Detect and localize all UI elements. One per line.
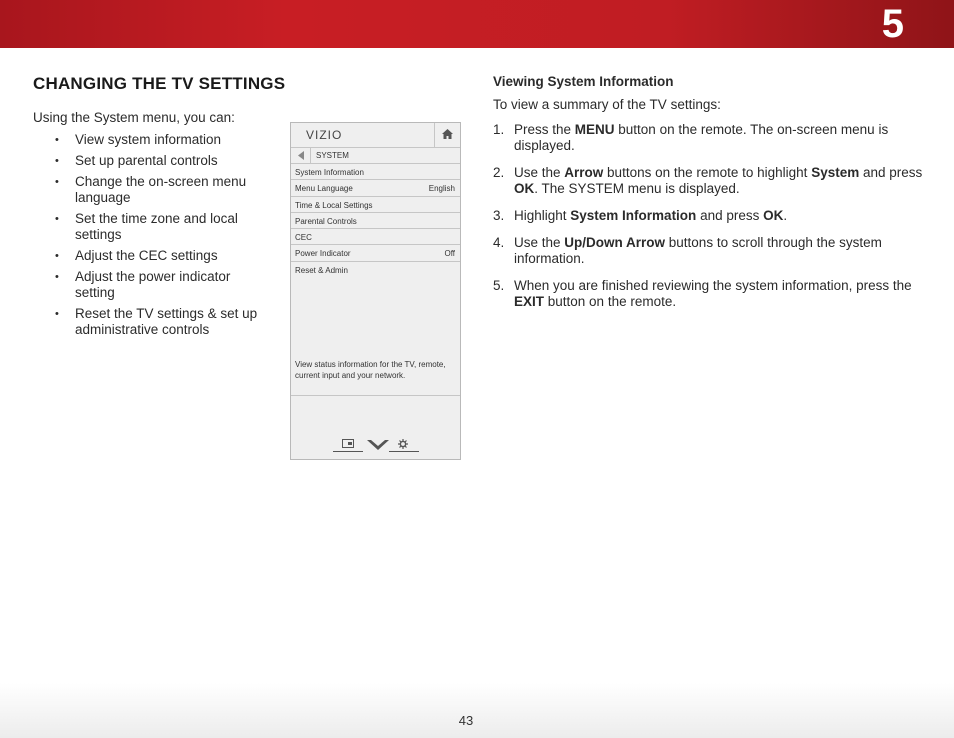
step-emphasis: System xyxy=(811,165,860,180)
step-emphasis: EXIT xyxy=(514,294,545,309)
step-text: Highlight xyxy=(514,208,571,223)
tv-submenu-bar xyxy=(291,148,460,164)
submenu-title: SYSTEM xyxy=(316,151,349,160)
tv-menu-item xyxy=(291,197,460,213)
feature-list-item: • Set up parental controls xyxy=(55,153,270,169)
settings-gear-icon xyxy=(398,439,408,449)
step-text: button on the remote. xyxy=(544,294,677,309)
home-button xyxy=(434,123,460,147)
tv-menu-description: View status information for the TV, remote, current input and your network. xyxy=(295,360,446,380)
step-item xyxy=(493,122,933,154)
tv-menu-item-label: Reset & Admin xyxy=(295,265,348,275)
tv-menu-item xyxy=(291,262,460,278)
step-item xyxy=(493,278,933,310)
step-text: When you are finished reviewing the system information, press the xyxy=(514,278,912,293)
step-text: Use the xyxy=(514,235,565,250)
step-item xyxy=(493,208,933,224)
step-text: Press the xyxy=(514,122,575,137)
tv-menu-item xyxy=(291,180,460,196)
page-number: 43 xyxy=(458,713,474,728)
step-text: and press xyxy=(859,165,923,180)
input-icon xyxy=(342,439,354,448)
step-number: 4. xyxy=(493,235,505,250)
settings-button xyxy=(389,437,419,452)
step-emphasis: Up/Down Arrow xyxy=(564,235,666,250)
divider xyxy=(291,395,460,396)
tv-menu-item-label: Power Indicator xyxy=(295,249,351,259)
step-text: . xyxy=(783,208,788,223)
step-text: buttons on the remote to highlight xyxy=(603,165,812,180)
tv-menu-item-label: Menu Language xyxy=(295,184,353,194)
step-number: 2. xyxy=(493,165,505,180)
step-emphasis: MENU xyxy=(574,122,615,137)
feature-list-item: • Adjust the CEC settings xyxy=(55,248,270,264)
step-number: 3. xyxy=(493,208,505,223)
tv-menu-screenshot xyxy=(290,122,461,460)
step-text: buttons to scroll through the system information. xyxy=(514,235,882,266)
tv-menu-item-label: CEC xyxy=(295,233,312,243)
input-button xyxy=(333,437,363,452)
tv-menu-item-label: Time & Local Settings xyxy=(295,200,373,210)
section-intro: Using the System menu, you can: xyxy=(33,110,235,125)
feature-list-item: • Change the on-screen menu language xyxy=(55,174,270,206)
tv-menu-footer xyxy=(333,437,423,453)
tv-menu-header xyxy=(291,123,460,148)
feature-list xyxy=(55,132,270,343)
step-number: 1. xyxy=(493,122,505,137)
vizio-logo: VIZIO xyxy=(306,128,343,142)
step-item xyxy=(493,235,933,267)
tv-menu-list xyxy=(291,164,460,278)
step-number: 5. xyxy=(493,278,505,293)
tv-menu-item xyxy=(291,164,460,180)
step-text: Use the xyxy=(514,165,565,180)
step-emphasis: OK xyxy=(514,181,535,196)
step-item xyxy=(493,165,933,197)
back-arrow-icon xyxy=(298,151,304,160)
tv-menu-item-value: Off xyxy=(444,249,455,259)
tv-menu-item xyxy=(291,213,460,229)
tv-menu-item-label: System Information xyxy=(295,168,364,177)
section-title: CHANGING THE TV SETTINGS xyxy=(33,74,286,93)
step-text: button on the remote. The on-screen menu is displayed. xyxy=(514,122,889,153)
step-emphasis: System Information xyxy=(570,208,697,223)
step-text: and press xyxy=(696,208,764,223)
subsection-heading: Viewing System Information xyxy=(493,74,674,89)
feature-list-item: • View system information xyxy=(55,132,270,148)
tv-menu-item-label: Parental Controls xyxy=(295,216,357,226)
tv-menu-item xyxy=(291,229,460,245)
feature-list-item: • Adjust the power indicator setting xyxy=(55,269,270,301)
footer-bar xyxy=(0,683,954,738)
chapter-number: 5 xyxy=(881,2,904,46)
chapter-header-bar xyxy=(0,0,954,48)
steps-list xyxy=(493,122,933,321)
vizio-v-icon xyxy=(367,440,389,450)
tv-menu-item-value: English xyxy=(428,184,455,194)
subsection-intro: To view a summary of the TV settings: xyxy=(493,97,721,112)
step-emphasis: OK xyxy=(763,208,784,223)
step-text: . The SYSTEM menu is displayed. xyxy=(534,181,740,196)
step-emphasis: Arrow xyxy=(564,165,604,180)
home-icon xyxy=(442,129,453,139)
back-button xyxy=(291,148,311,163)
feature-list-item: • Reset the TV settings & set up administrative controls xyxy=(55,306,270,338)
feature-list-item: • Set the time zone and local settings xyxy=(55,211,270,243)
tv-menu-item xyxy=(291,245,460,261)
